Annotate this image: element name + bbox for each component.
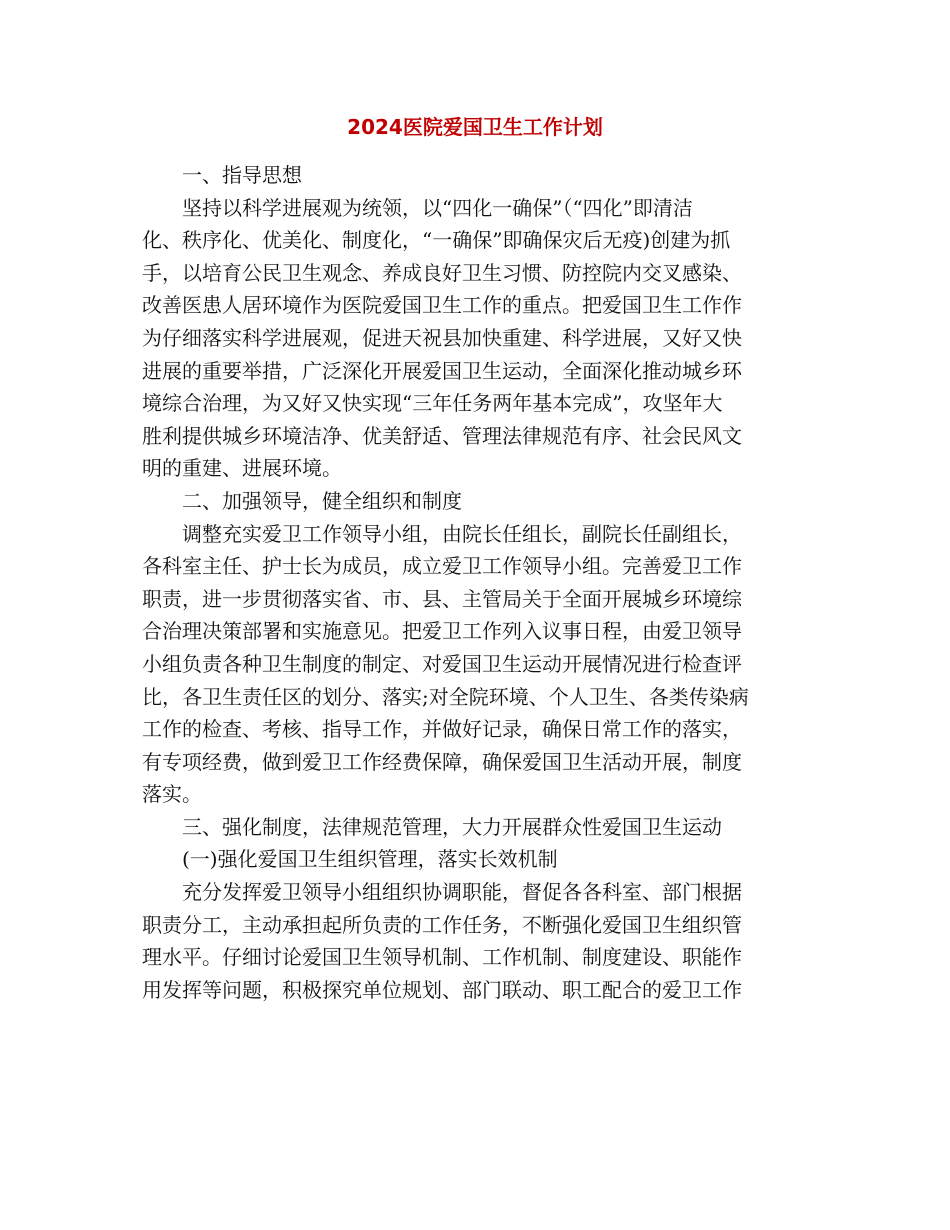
text-line: 胜利提供城乡环境洁净、优美舒适、管理法律规范有序、社会民风文: [142, 423, 742, 448]
text-line: 手，以培育公民卫生观念、养成良好卫生习惯、防控院内交叉感染、: [142, 260, 742, 285]
document-body: [142, 159, 812, 1006]
text-line: 充分发挥爱卫领导小组组织协调职能，督促各各科室、部门根据: [182, 880, 742, 905]
text-line: 境综合治理，为又好又快实现“三年任务两年基本完成”，攻坚年大: [142, 391, 723, 416]
section-heading: [142, 811, 812, 844]
text-line: (一)强化爱国卫生组织管理，落实长效机制: [182, 847, 558, 872]
text-line: 为仔细落实科学进展观，促进天祝县加快重建、科学进展，又好又快: [142, 325, 742, 350]
text-line: 进展的重要举措，广泛深化开展爱国卫生运动，全面深化推动城乡环: [142, 358, 742, 383]
section-heading: [142, 159, 812, 192]
text-line: 比，各卫生责任区的划分、落实;对全院环境、个人卫生、各类传染病: [142, 684, 749, 709]
text-line: 工作的检查、考核、指导工作，并做好记录，确保日常工作的落实，: [142, 717, 742, 742]
subsection-heading: [142, 843, 812, 876]
body-paragraph: [142, 876, 812, 1006]
text-line: 改善医患人居环境作为医院爱国卫生工作的重点。把爱国卫生工作作: [142, 293, 742, 318]
text-line: 有专项经费，做到爱卫工作经费保障，确保爱国卫生活动开展，制度: [142, 749, 742, 774]
text-line: 合治理决策部署和实施意见。把爱卫工作列入议事日程，由爱卫领导: [142, 619, 742, 644]
body-paragraph: [142, 192, 812, 485]
text-line: 调整充实爱卫工作领导小组，由院长任组长，副院长任副组长，: [182, 521, 742, 546]
text-line: 坚持以科学进展观为统领，以“四化一确保”（“四化”即清洁: [182, 195, 693, 220]
text-line: 职责分工，主动承担起所负责的工作任务，不断强化爱国卫生组织管: [142, 912, 742, 937]
text-line: 三、强化制度，法律规范管理，大力开展群众性爱国卫生运动: [182, 814, 722, 839]
text-line: 各科室主任、护士长为成员，成立爱卫工作领导小组。完善爱卫工作: [142, 554, 742, 579]
text-line: 二、加强领导，健全组织和制度: [182, 488, 462, 513]
section-heading: [142, 485, 812, 518]
text-line: 化、秩序化、优美化、制度化，“一确保”即确保灾后无疫)创建为抓: [142, 228, 731, 253]
text-line: 用发挥等问题，积极探究单位规划、部门联动、职工配合的爱卫工作: [142, 977, 742, 1002]
text-line: 理水平。仔细讨论爱国卫生领导机制、工作机制、制度建设、职能作: [142, 945, 742, 970]
text-line: 一、指导思想: [182, 163, 302, 187]
body-paragraph: [142, 518, 812, 811]
text-line: 小组负责各种卫生制度的制定、对爱国卫生运动开展情况进行检查评: [142, 651, 742, 676]
text-line: 职责，进一步贯彻落实省、市、县、主管局关于全面开展城乡环境综: [142, 586, 742, 611]
text-line: 明的重建、进展环境。: [142, 456, 342, 481]
text-line: 落实。: [142, 782, 202, 807]
document-title: 2024医院爱国卫生工作计划: [347, 115, 603, 139]
